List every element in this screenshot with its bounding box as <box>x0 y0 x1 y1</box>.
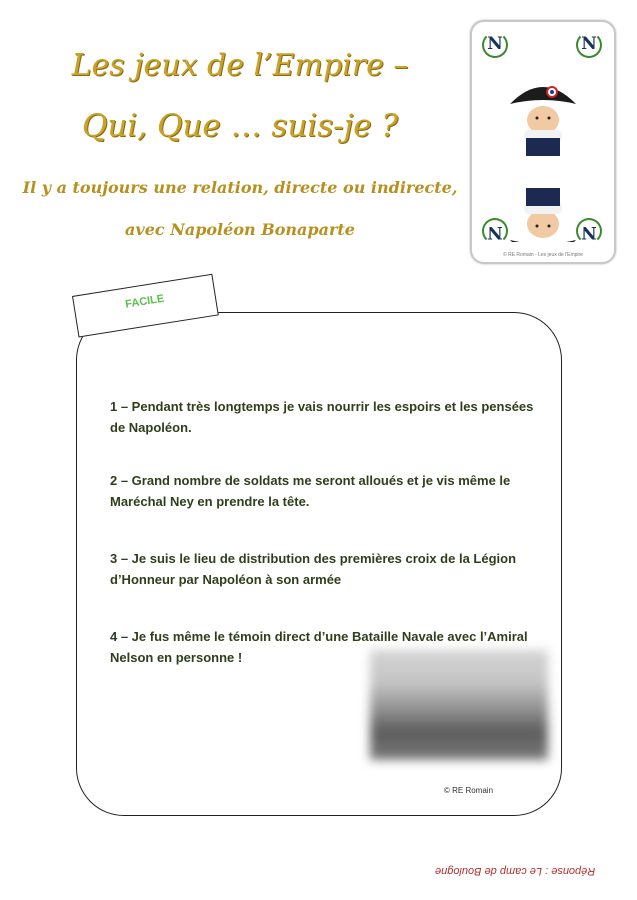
photo-credit: © RE Romain <box>444 786 494 795</box>
subtitle-line-2: avec Napoléon Bonaparte <box>125 220 355 239</box>
napoleon-figure-icon <box>472 42 614 242</box>
question-4: 4 – Je fus même le témoin direct d’une Bataille Navale avec l’Amiral Nelson en personne ! <box>110 629 528 665</box>
blurred-answer-image <box>370 650 548 760</box>
n-laurel-badge-icon: N <box>574 216 604 246</box>
card-footer-text: © RE Romain - Les jeux de l'Empire <box>503 252 583 258</box>
n-laurel-badge-icon: N <box>480 216 510 246</box>
title-line-2: Qui, Que … suis-je ? <box>81 108 399 144</box>
napoleon-playing-card <box>470 20 616 264</box>
title-line-1: Les jeux de l’Empire – <box>71 48 409 83</box>
upside-down-answer: Réponse : Le camp de Boulogne <box>435 865 596 877</box>
subtitle-line-1: Il y a toujours une relation, directe ou indirecte, <box>22 178 458 197</box>
n-laurel-badge-icon: N <box>574 30 604 60</box>
n-laurel-badge-icon: N <box>480 30 510 60</box>
question-2: 2 – Grand nombre de soldats me seront alloués et je vis même le Maréchal Ney en prendre la tête. <box>110 473 511 509</box>
question-3: 3 – Je suis le lieu de distribution des premières croix de la Légion d’Honneur par Napoléon à son armée <box>110 551 517 587</box>
difficulty-label: FACILE <box>124 292 166 311</box>
question-1: 1 – Pendant très longtemps je vais nourrir les espoirs et les pensées de Napoléon. <box>110 399 534 435</box>
